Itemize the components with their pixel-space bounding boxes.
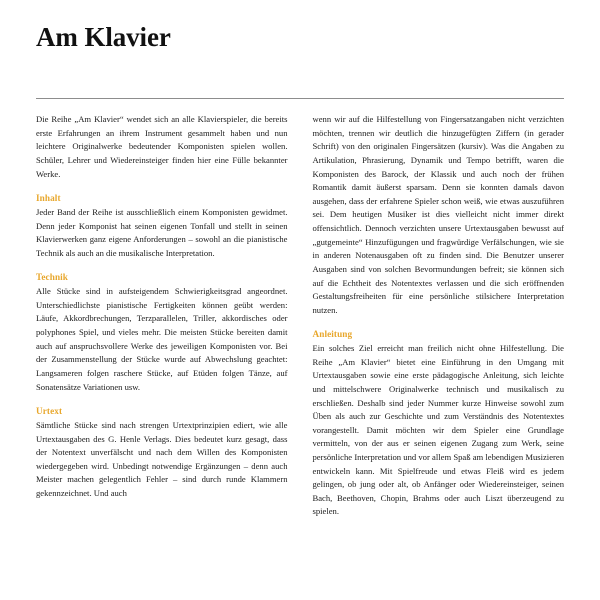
section-body-technik: Alle Stücke sind in aufsteigendem Schwierigkeitsgrad angeordnet. Unterschiedlichste pianistische Fertigkeiten können geübt werden: Läufe, Akkordbrechungen, Terzparallelen, Triller, akkordisches oder polyphones Spiel, und vieles mehr. Die meisten Stücke bereiten damit auch auf anspruchsvollere Werke des jeweiligen Komponisten vor. Bei der Zusammenstellung der Stücke wurde auf Abwechslung geachtet: Langsameren folgen raschere Stücke, auf Etüden folgen Tänze, auf Sonatensätze Variationen usw.	[36, 286, 288, 392]
left-column	[36, 113, 288, 500]
section-spacer	[36, 394, 288, 405]
section-spacer	[36, 181, 288, 192]
two-column-body	[36, 113, 564, 519]
right-column	[313, 113, 565, 519]
urtext-continuation-paragraph: wenn wir auf die Hilfestellung von Fingersatzangaben nicht verzichten möchten, trennen wir deutlich die hinzugefügten Ziffern (in gerader Schrift) von den originalen Fingersätzen (kursiv). Was die Angaben zu Artikulation, Phrasierung, Dynamik und Tempo betrifft, waren die Komponisten des Barock, der Klassik und auch noch der frühen Romantik damit äußerst sparsam. Denn sie konnten damals davon ausgehen, dass der erfahrene Spieler schon weiß, wie etwas auszuführen sei. Dem heutigen Musiker ist dies vielleicht nicht immer direkt offensichtlich. Dennoch verzichten unsere Urtextausgaben bewusst auf „gutgemeinte“ Hinzufügungen und fragwürdige Verfälschungen, wie sie in anderen Notenausgaben oft zu finden sind. Die Benutzer unserer Ausgaben sind von solchen Bevormundungen befreit; sie können sich auf die Echtheit des Notentextes verlassen und die sich eröffnenden Gestaltungsfreiheiten für eine persönliche stilsichere Interpretation nutzen.	[312, 114, 564, 315]
title-divider	[36, 98, 564, 100]
section-body-inhalt: Jeder Band der Reihe ist ausschließlich einem Komponisten gewidmet. Denn jeder Komponist hat seinen eigenen Tonfall und stellt in seinen Klavierwerken ganz eigene Anforderungen – sowohl an die pianistische Technik als auch an die musikalische Interpretation.	[36, 207, 288, 258]
section-spacer	[36, 260, 288, 271]
section-body-anleitung: Ein solches Ziel erreicht man freilich nicht ohne Hilfestellung. Die Reihe „Am Klavier“ bietet eine Einführung in den Umgang mit Urtextausgaben sowie eine erste pädagogische Anleitung, sich leichte und mittelschwere Originalwerke technisch und musikalisch zu erschließen. Deshalb sind jeder Nummer kurze Hinweise sowohl zum Üben als auch zur Geschichte und zum Verständnis des Notentextes vorangestellt. Damit möchten wir dem Spieler eine Grundlage vermitteln, von der aus er seinen eigenen Zugang zum Werk, seine persönliche Interpretation und vor allem Spaß am lebendigen Musizieren entwickeln kann. Mit Spielfreude und etwas Fleiß wird es jedem gelingen, ob jung oder alt, ob Anfänger oder Wiedereinsteiger, seinen Bach, Beethoven, Chopin, Brahms oder auch Liszt überzeugend zu spielen.	[312, 343, 564, 517]
page-title: Am Klavier	[36, 22, 171, 52]
section-heading-urtext: Urtext	[36, 406, 63, 417]
section-inhalt	[36, 192, 288, 260]
section-spacer	[313, 317, 565, 328]
section-heading-technik: Technik	[36, 272, 69, 283]
section-body-urtext: Sämtliche Stücke sind nach strengen Urtextprinzipien ediert, wie alle Urtextausgaben des G. Henle Verlags. Dies bedeutet kurz gesagt, dass der Notentext unverfälscht und nach dem Willen des Komponisten wiedergegeben wird. Unbedingt notwendige Ergänzungen – denn auch Meister machen gelegentlich Fehler – sind durch runde Klammern gekennzeichnet. Und auch	[36, 419, 288, 498]
section-technik	[36, 271, 288, 394]
section-heading-inhalt: Inhalt	[36, 193, 61, 204]
section-heading-anleitung: Anleitung	[312, 329, 353, 340]
section-anleitung	[313, 328, 565, 519]
section-urtext	[36, 405, 288, 500]
intro-paragraph: Die Reihe „Am Klavier“ wendet sich an alle Klavierspieler, die bereits erste Erfahrungen an ihrem Instrument gesammelt haben und nun leichtere Originalwerke bedeutender Komponisten spielen wollen. Schüler, Lehrer und Wiedereinsteiger finden hier eine Fülle bekannter Werke.	[36, 114, 288, 179]
